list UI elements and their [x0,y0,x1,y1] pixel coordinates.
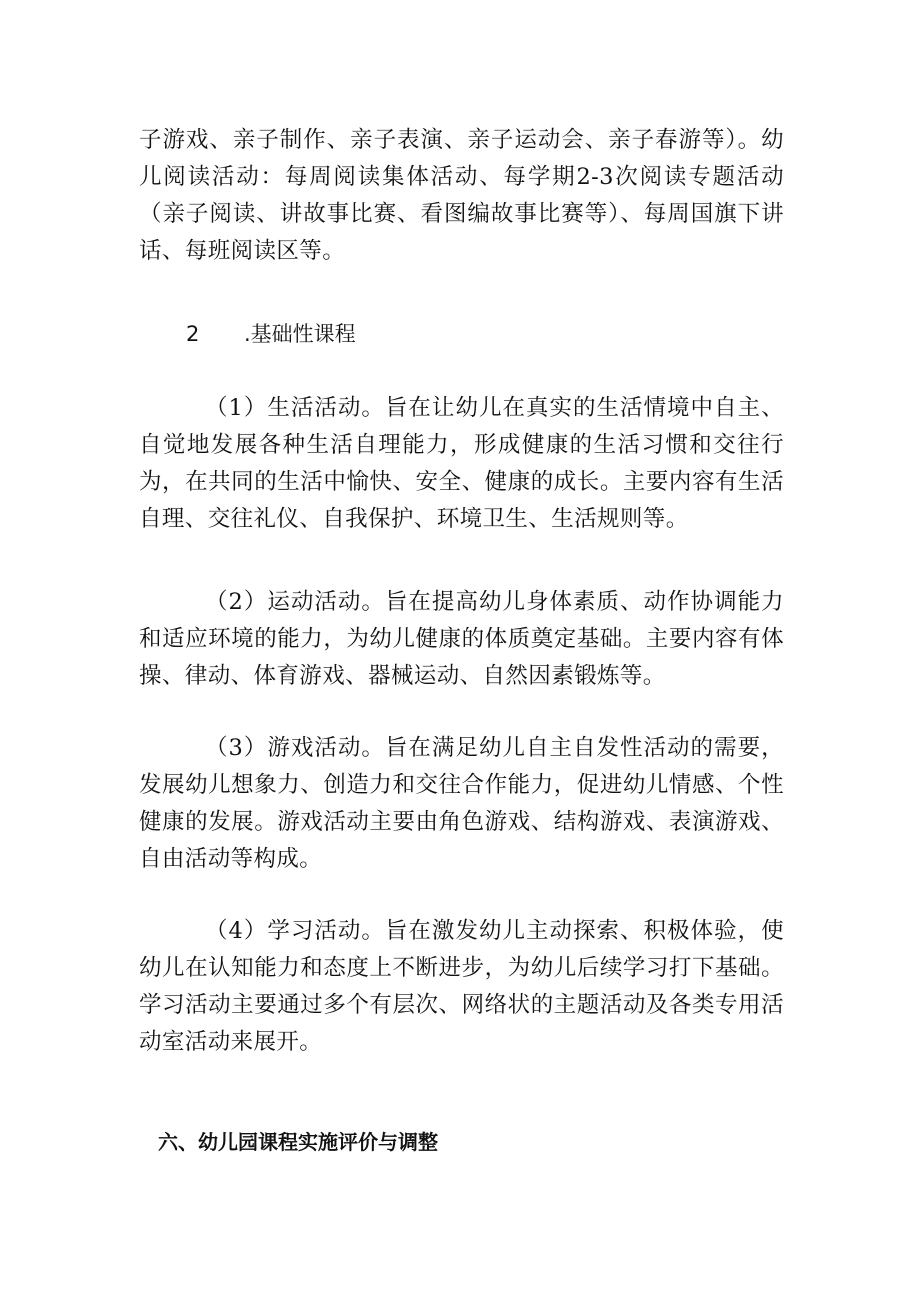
section-heading-basic-curriculum [186,319,356,349]
section-heading-evaluation: 六、幼儿园课程实施评价与调整 [158,1130,438,1154]
paragraph-life-activity: （1）生活活动。旨在让幼儿在真实的生活情境中自主、自觉地发展各种生活自理能力，形成健康的生活习惯和交往行为，在共同的生活中愉快、安全、健康的成长。主要内容有生活自理、交往礼仪、自我保护、环境卫生、生活规则等。 [139,395,784,532]
paragraph-sports-activity: （2）运动活动。旨在提高幼儿身体素质、动作协调能力和适应环境的能力，为幼儿健康的体质奠定基础。主要内容有体操、律动、体育游戏、器械运动、自然因素锻炼等。 [139,589,784,689]
paragraph-continuation: 子游戏、亲子制作、亲子表演、亲子运动会、亲子春游等）。幼儿阅读活动：每周阅读集体活动、每学期2-3次阅读专题活动（亲子阅读、讲故事比赛、看图编故事比赛等）、每周国旗下讲话、每班阅读区等。 [139,127,784,264]
section-title: .基础性课程 [244,322,356,346]
paragraph-game-activity: （3）游戏活动。旨在满足幼儿自主自发性活动的需要，发展幼儿想象力、创造力和交往合作能力，促进幼儿情感、个性健康的发展。游戏活动主要由角色游戏、结构游戏、表演游戏、自由活动等构成。 [139,735,784,872]
section-number: 2 [186,322,200,346]
paragraph-learning-activity: （4）学习活动。旨在激发幼儿主动探索、积极体验，使幼儿在认知能力和态度上不断进步，为幼儿后续学习打下基础。学习活动主要通过多个有层次、网络状的主题活动及各类专用活动室活动来展开。 [139,918,784,1055]
